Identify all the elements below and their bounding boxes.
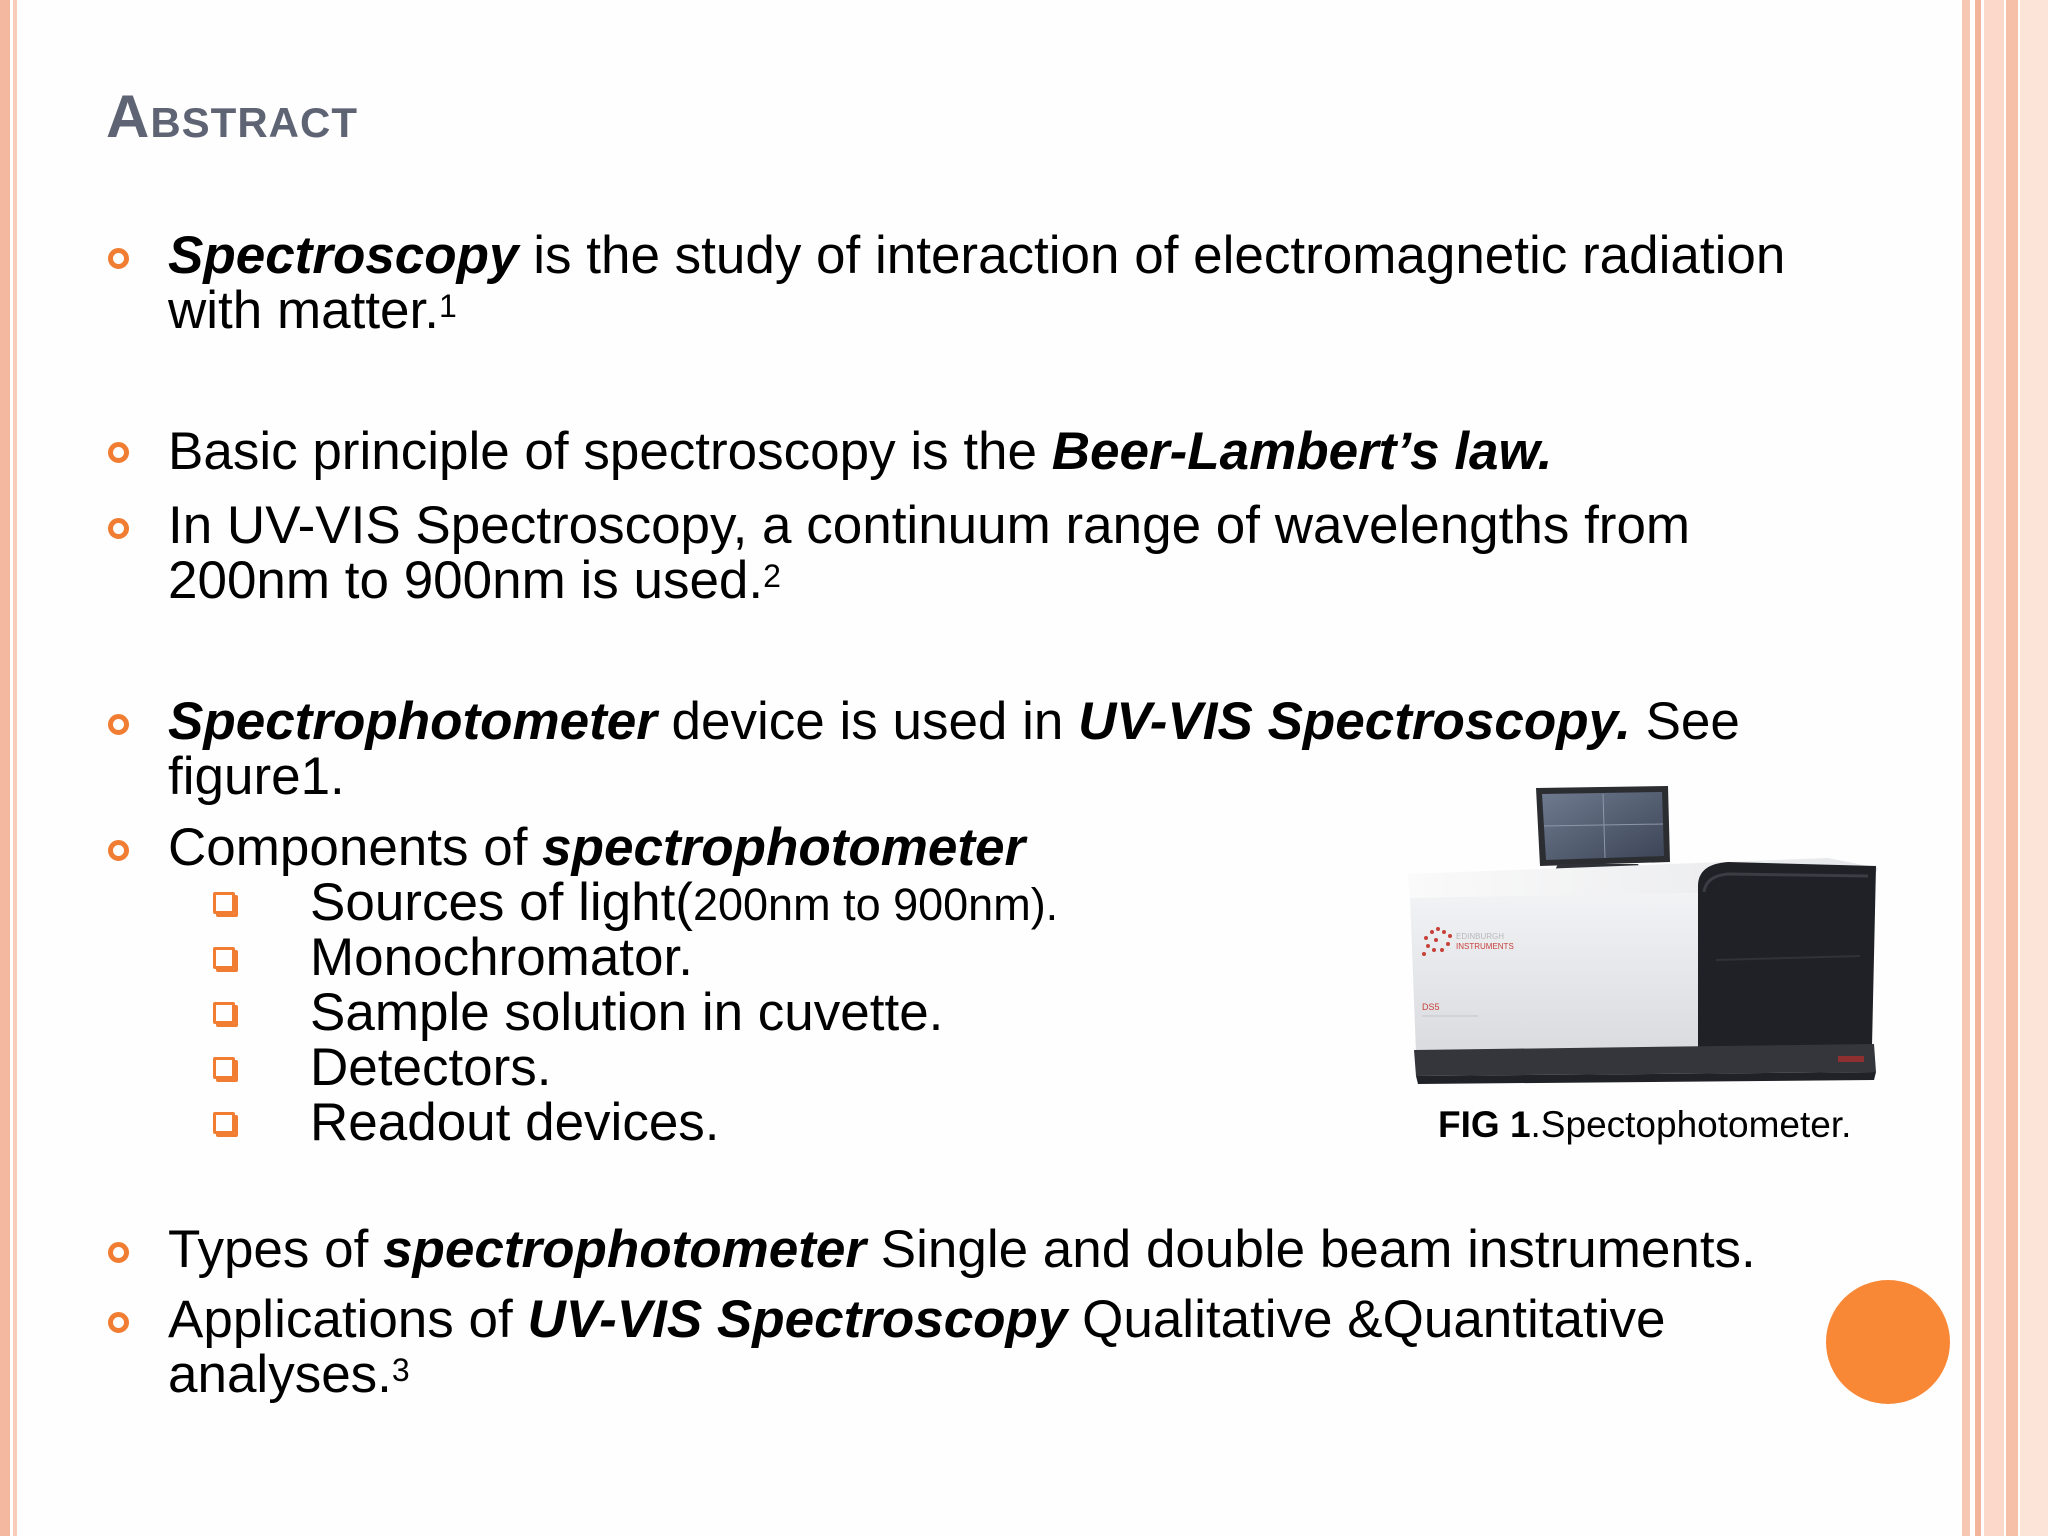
bullet-spectroscopy-definition (168, 228, 1928, 338)
figure-label: FIG 1 (1438, 1104, 1531, 1145)
bullet-wavelength-range (168, 498, 1928, 608)
right-border-stripe (1984, 0, 2004, 1536)
bullet-text: In UV-VIS Spectroscopy, a continuum range of wavelengths from (168, 496, 1691, 555)
bullet-circle-icon (108, 840, 129, 861)
emphasis-term: Spectrophotometer (168, 692, 657, 751)
emphasis-term: UV-VIS Spectroscopy (527, 1290, 1068, 1349)
component-readout: Readout devices. (310, 1093, 720, 1152)
bullet-text: See (1630, 692, 1740, 751)
footnote-ref: 3 (391, 1352, 410, 1388)
bullet-circle-icon (108, 1312, 129, 1333)
checkbox-bullet-icon (213, 1112, 235, 1134)
component-sample: Sample solution in cuvette. (310, 983, 944, 1042)
bullet-text: Basic principle of spectroscopy is the (168, 422, 1052, 481)
bullet-basic-principle (168, 424, 1928, 479)
bullet-text: Components of (168, 818, 543, 877)
slide-title: Abstract (106, 83, 358, 150)
emphasis-term: spectrophotometer (542, 818, 1026, 877)
brand-text: INSTRUMENTS (1456, 942, 1514, 951)
emphasis-term: Spectroscopy (168, 226, 519, 285)
bullet-text: Single and double beam instruments. (866, 1220, 1756, 1279)
emphasis-term: Beer-Lambert’s law. (1051, 422, 1553, 481)
emphasis-term: spectrophotometer (383, 1220, 867, 1279)
footnote-ref: 2 (763, 558, 781, 594)
figure-caption-text: .Spectophotometer. (1530, 1104, 1852, 1145)
checkbox-bullet-icon (213, 947, 235, 969)
bullet-applications (168, 1292, 1928, 1402)
footnote-ref: 1 (438, 288, 457, 324)
right-border-stripe (1975, 0, 1981, 1536)
checkbox-bullet-icon (213, 1057, 235, 1079)
bullet-text: 200nm to 900nm is used. (168, 551, 764, 610)
bullet-text: Qualitative &Quantitative (1067, 1290, 1666, 1349)
component-monochromator: Monochromator. (310, 928, 693, 987)
bullet-text: with matter. (168, 281, 439, 340)
right-border-stripe (2020, 0, 2048, 1536)
component-range: 200nm to 900nm). (692, 879, 1059, 930)
spectrophotometer-image (1398, 780, 1888, 1100)
right-border-stripe (2006, 0, 2018, 1536)
bullet-types (168, 1222, 1928, 1277)
bullet-text: figure1. (168, 747, 345, 806)
component-light-source (310, 875, 1058, 932)
bullet-text: is the study of interaction of electromagnetic radiation (518, 226, 1786, 285)
left-border-stripe (0, 0, 10, 1536)
bullet-circle-icon (108, 442, 129, 463)
model-text: DS5 (1422, 1002, 1440, 1012)
right-border-stripe (1962, 0, 1970, 1536)
brand-text: EDINBURGH (1456, 932, 1505, 941)
decorative-circle (1826, 1280, 1950, 1404)
figure-caption (1438, 1104, 1851, 1146)
bullet-text: Applications of (168, 1290, 528, 1349)
component-label: Sources of light( (310, 873, 693, 932)
bullet-text: analyses. (168, 1345, 392, 1404)
bullet-circle-icon (108, 714, 129, 735)
bullet-text: device is used in (656, 692, 1079, 751)
bullet-circle-icon (108, 248, 129, 269)
checkbox-bullet-icon (213, 892, 235, 914)
checkbox-bullet-icon (213, 1002, 235, 1024)
emphasis-term: UV-VIS Spectroscopy. (1078, 692, 1631, 751)
bullet-text: Types of (168, 1220, 384, 1279)
bullet-circle-icon (108, 518, 129, 539)
component-detectors: Detectors. (310, 1038, 552, 1097)
bullet-circle-icon (108, 1242, 129, 1263)
